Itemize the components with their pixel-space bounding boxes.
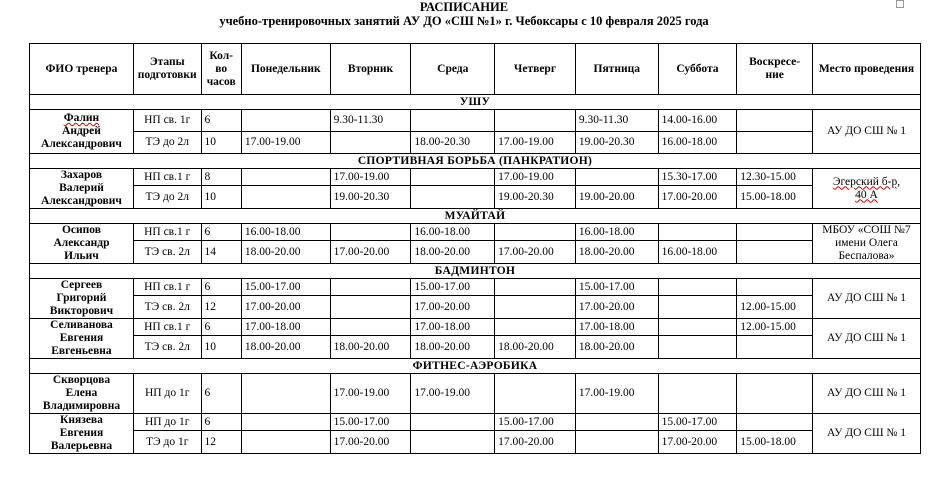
table-row (30, 110, 921, 132)
monday-cell: 17.00-20.00 (241, 296, 330, 319)
header-row (30, 44, 921, 95)
monday-cell: 18.00-20.00 (241, 241, 330, 264)
thursday-cell: 17.00-20.00 (495, 431, 576, 454)
section-title: ФИТНЕС-АЭРОБИКА (30, 359, 921, 374)
wednesday-cell (411, 431, 495, 454)
coach-first-name: Андрей (62, 125, 101, 137)
col-header-hours: Кол-во часов (201, 44, 241, 95)
table-row (30, 224, 921, 241)
tuesday-cell (330, 319, 411, 336)
coach-cell (30, 374, 134, 414)
stage-cell: НП до 1г (133, 374, 201, 414)
hours-cell: 6 (201, 110, 241, 132)
section-row-wrestling (30, 154, 921, 169)
table-row (30, 414, 921, 431)
hours-cell: 14 (201, 241, 241, 264)
thursday-cell: 18.00-20.00 (495, 336, 576, 359)
coach-middle-name: Викторович (49, 305, 114, 317)
thursday-cell: 17.00-19.00 (495, 169, 576, 186)
saturday-cell: 15.00-17.00 (658, 414, 737, 431)
tuesday-cell: 17.00-19.00 (330, 374, 411, 414)
table-row (30, 279, 921, 296)
tuesday-cell (330, 279, 411, 296)
thursday-cell: 17.00-19.00 (495, 132, 576, 154)
friday-cell: 19.00-20.30 (575, 132, 658, 154)
place-cell: АУ ДО СШ № 1 (812, 374, 920, 414)
table-row (30, 336, 921, 359)
thursday-cell (495, 224, 576, 241)
sunday-cell (737, 374, 813, 414)
tuesday-cell (330, 296, 411, 319)
monday-cell (241, 431, 330, 454)
col-header-wednesday: Среда (411, 44, 495, 95)
thursday-cell: 19.00-20.30 (495, 186, 576, 209)
sunday-cell (737, 110, 813, 132)
coach-first-name: Евгения (59, 332, 104, 344)
wednesday-cell (411, 414, 495, 431)
saturday-cell (658, 336, 737, 359)
sunday-cell: 12.30-15.00 (737, 169, 813, 186)
thursday-cell (495, 374, 576, 414)
place-line: 40 А (855, 188, 878, 201)
place-line: Эгерский б-р, (832, 175, 901, 188)
wednesday-cell (411, 110, 495, 132)
hours-cell: 6 (201, 319, 241, 336)
section-title: УШУ (30, 95, 921, 110)
wednesday-cell: 18.00-20.30 (411, 132, 495, 154)
col-header-stage: Этапы подготовки (133, 44, 201, 95)
monday-cell: 18.00-20.00 (241, 336, 330, 359)
stage-cell: НП до 1г (133, 414, 201, 431)
saturday-cell: 15.30-17.00 (658, 169, 737, 186)
coach-first-name: Григорий (56, 292, 107, 304)
coach-last-name: Осипов (61, 224, 101, 236)
monday-cell (241, 169, 330, 186)
tuesday-cell: 15.00-17.00 (330, 414, 411, 431)
friday-cell (575, 414, 658, 431)
page-corner-marker (896, 0, 904, 8)
coach-cell (30, 279, 134, 319)
coach-last-name: Фалин (63, 112, 100, 124)
monday-cell: 15.00-17.00 (241, 279, 330, 296)
saturday-cell (658, 279, 737, 296)
friday-cell: 19.00-20.00 (575, 186, 658, 209)
monday-cell (241, 414, 330, 431)
wednesday-cell: 17.00-19.00 (411, 374, 495, 414)
section-row-fitness (30, 359, 921, 374)
friday-cell: 18.00-20.00 (575, 241, 658, 264)
sunday-cell: 12.00-15.00 (737, 319, 813, 336)
sunday-cell: 15.00-18.00 (737, 186, 813, 209)
coach-last-name: Селиванова (50, 319, 113, 331)
coach-middle-name: Владимировна (42, 400, 121, 412)
document-title: РАСПИСАНИЕ (419, 0, 509, 14)
saturday-cell (658, 296, 737, 319)
wednesday-cell: 18.00-20.00 (411, 241, 495, 264)
tuesday-cell: 17.00-19.00 (330, 169, 411, 186)
tuesday-cell: 18.00-20.00 (330, 336, 411, 359)
saturday-cell (658, 224, 737, 241)
document-subtitle: учебно-тренировочных занятий АУ ДО «СШ №1» г. Чебоксары с 10 февраля 2025 года (219, 14, 709, 28)
sunday-cell: 15.00-18.00 (737, 431, 813, 454)
coach-middle-name: Александрович (41, 138, 122, 150)
coach-middle-name: Александрович (41, 195, 122, 207)
coach-cell (30, 169, 134, 209)
thursday-cell (495, 279, 576, 296)
monday-cell: 16.00-18.00 (241, 224, 330, 241)
wednesday-cell: 15.00-17.00 (411, 279, 495, 296)
sunday-cell (737, 241, 813, 264)
wednesday-cell: 17.00-20.00 (411, 296, 495, 319)
hours-cell: 10 (201, 186, 241, 209)
coach-middle-name: Евгеньевна (51, 345, 112, 357)
coach-middle-name: Ильич (64, 250, 99, 262)
section-title: МУАЙТАЙ (30, 209, 921, 224)
friday-cell (575, 169, 658, 186)
col-header-sunday: Воскресе-ние (737, 44, 813, 95)
tuesday-cell: 9.30-11.30 (330, 110, 411, 132)
section-title: СПОРТИВНАЯ БОРЬБА (ПАНКРАТИОН) (30, 154, 921, 169)
saturday-cell: 17.00-20.00 (658, 186, 737, 209)
hours-cell: 10 (201, 336, 241, 359)
stage-cell: ТЭ до 2л (133, 132, 201, 154)
monday-cell (241, 374, 330, 414)
col-header-coach: ФИО тренера (30, 44, 134, 95)
thursday-cell: 17.00-20.00 (495, 241, 576, 264)
section-row-badminton (30, 264, 921, 279)
coach-last-name: Князева (60, 414, 103, 426)
wednesday-cell: 18.00-20.00 (411, 336, 495, 359)
stage-cell: ТЭ св. 2л (133, 296, 201, 319)
friday-cell: 16.00-18.00 (575, 224, 658, 241)
saturday-cell (658, 319, 737, 336)
stage-cell: ТЭ св. 2л (133, 336, 201, 359)
tuesday-cell: 17.00-20.00 (330, 431, 411, 454)
sunday-cell (737, 279, 813, 296)
coach-last-name: Сергеев (60, 279, 103, 291)
col-header-monday: Понедельник (241, 44, 330, 95)
place-cell: АУ ДО СШ № 1 (812, 319, 920, 359)
place-cell: АУ ДО СШ № 1 (812, 414, 920, 454)
tuesday-cell (330, 224, 411, 241)
friday-cell: 17.00-19.00 (575, 374, 658, 414)
monday-cell (241, 186, 330, 209)
place-cell: МБОУ «СОШ №7 имени Олега Беспалова» (812, 224, 920, 264)
hours-cell: 10 (201, 132, 241, 154)
section-row-muaythai (30, 209, 921, 224)
hours-cell: 12 (201, 431, 241, 454)
hours-cell: 8 (201, 169, 241, 186)
stage-cell: ТЭ до 1г (133, 431, 201, 454)
thursday-cell (495, 319, 576, 336)
wednesday-cell (411, 186, 495, 209)
schedule-table (29, 43, 921, 454)
saturday-cell: 17.00-20.00 (658, 431, 737, 454)
monday-cell: 17.00-18.00 (241, 319, 330, 336)
sunday-cell (737, 414, 813, 431)
stage-cell: ТЭ до 2л (133, 186, 201, 209)
saturday-cell: 14.00-16.00 (658, 110, 737, 132)
stage-cell: НП св. 1г (133, 110, 201, 132)
table-row (30, 296, 921, 319)
wednesday-cell (411, 169, 495, 186)
monday-cell (241, 110, 330, 132)
saturday-cell (658, 374, 737, 414)
wednesday-cell: 16.00-18.00 (411, 224, 495, 241)
coach-middle-name: Валерьевна (50, 440, 113, 452)
table-row (30, 132, 921, 154)
place-cell: АУ ДО СШ № 1 (812, 110, 920, 154)
coach-cell (30, 110, 134, 154)
tuesday-cell: 17.00-20.00 (330, 241, 411, 264)
table-row (30, 169, 921, 186)
col-header-place: Место проведения (812, 44, 920, 95)
table-row (30, 319, 921, 336)
tuesday-cell (330, 132, 411, 154)
sunday-cell (737, 336, 813, 359)
col-header-friday: Пятница (575, 44, 658, 95)
hours-cell: 6 (201, 414, 241, 431)
table-row (30, 186, 921, 209)
stage-cell: НП св.1 г (133, 279, 201, 296)
friday-cell: 9.30-11.30 (575, 110, 658, 132)
thursday-cell: 15.00-17.00 (495, 414, 576, 431)
coach-cell (30, 224, 134, 264)
coach-first-name: Александр (53, 237, 110, 249)
wednesday-cell: 17.00-18.00 (411, 319, 495, 336)
monday-cell: 17.00-19.00 (241, 132, 330, 154)
friday-cell: 15.00-17.00 (575, 279, 658, 296)
hours-cell: 6 (201, 374, 241, 414)
coach-first-name: Евгения (59, 427, 104, 439)
coach-last-name: Захаров (60, 169, 103, 181)
col-header-tuesday: Вторник (330, 44, 411, 95)
sunday-cell: 12.00-15.00 (737, 296, 813, 319)
col-header-thursday: Четверг (495, 44, 576, 95)
sunday-cell (737, 132, 813, 154)
section-row-wushu (30, 95, 921, 110)
friday-cell: 17.00-18.00 (575, 319, 658, 336)
hours-cell: 12 (201, 296, 241, 319)
coach-last-name: Скворцова (52, 374, 111, 386)
table-row (30, 241, 921, 264)
stage-cell: НП св.1 г (133, 169, 201, 186)
coach-cell (30, 319, 134, 359)
saturday-cell: 16.00-18.00 (658, 132, 737, 154)
sunday-cell (737, 224, 813, 241)
saturday-cell: 16.00-18.00 (658, 241, 737, 264)
coach-first-name: Елена (65, 387, 98, 399)
tuesday-cell: 19.00-20.30 (330, 186, 411, 209)
place-cell (812, 169, 920, 209)
stage-cell: НП св.1 г (133, 224, 201, 241)
friday-cell (575, 431, 658, 454)
table-row (30, 374, 921, 414)
stage-cell: НП св.1 г (133, 319, 201, 336)
friday-cell: 17.00-20.00 (575, 296, 658, 319)
place-cell: АУ ДО СШ № 1 (812, 279, 920, 319)
friday-cell: 18.00-20.00 (575, 336, 658, 359)
hours-cell: 6 (201, 279, 241, 296)
thursday-cell (495, 110, 576, 132)
thursday-cell (495, 296, 576, 319)
col-header-saturday: Суббота (658, 44, 737, 95)
coach-cell (30, 414, 134, 454)
section-title: БАДМИНТОН (30, 264, 921, 279)
coach-first-name: Валерий (59, 182, 104, 194)
stage-cell: ТЭ св. 2л (133, 241, 201, 264)
table-row (30, 431, 921, 454)
hours-cell: 6 (201, 224, 241, 241)
